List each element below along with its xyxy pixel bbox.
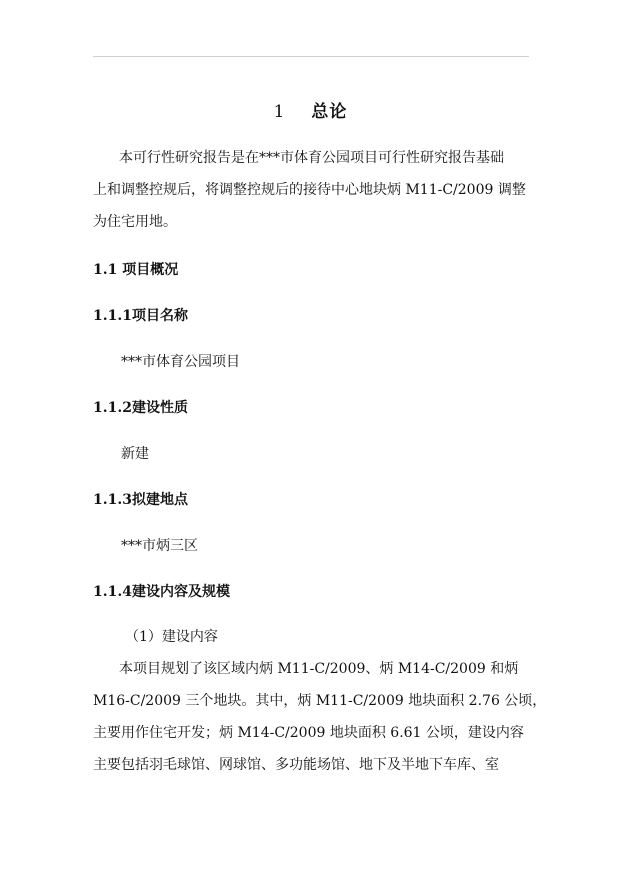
construction-nature-value: 新建 — [121, 446, 149, 462]
intro-line-1: 本可行性研究报告是在***市体育公园项目可行性研究报告基础 — [119, 150, 504, 166]
content-line-2: M16-C/2009 三个地块。其中，炳 M11-C/2009 地块面积 2.76 公顷， — [93, 693, 547, 709]
location-value: ***市炳三区 — [121, 538, 198, 554]
intro-line-3: 为住宅用地。 — [93, 214, 177, 230]
content-line-1: 本项目规划了该区域内炳 M11-C/2009、炳 M14-C/2009 和炳 — [119, 661, 519, 677]
intro-line-2: 上和调整控规后，将调整控规后的接待中心地块炳 M11-C/2009 调整 — [93, 182, 526, 198]
section-heading-1-1-3: 1.1.3拟建地点 — [93, 492, 188, 508]
chapter-title — [0, 97, 621, 122]
chapter-number: 1 — [273, 102, 286, 122]
section-heading-1-1-4: 1.1.4建设内容及规模 — [93, 584, 230, 600]
chapter-title-text: 总论 — [311, 102, 348, 122]
project-name-value: ***市体育公园项目 — [121, 354, 240, 370]
content-line-4: 主要包括羽毛球馆、网球馆、多功能场馆、地下及半地下车库、室 — [93, 757, 499, 773]
header-rule — [93, 56, 529, 57]
section-heading-1-1-2: 1.1.2建设性质 — [93, 400, 188, 416]
section-heading-1-1: 1.1 项目概况 — [93, 262, 179, 278]
section-heading-1-1-1: 1.1.1项目名称 — [93, 308, 188, 324]
construction-content-label: （1）建设内容 — [125, 629, 218, 645]
content-line-3: 主要用作住宅开发；炳 M14-C/2009 地块面积 6.61 公顷，建设内容 — [93, 725, 524, 741]
